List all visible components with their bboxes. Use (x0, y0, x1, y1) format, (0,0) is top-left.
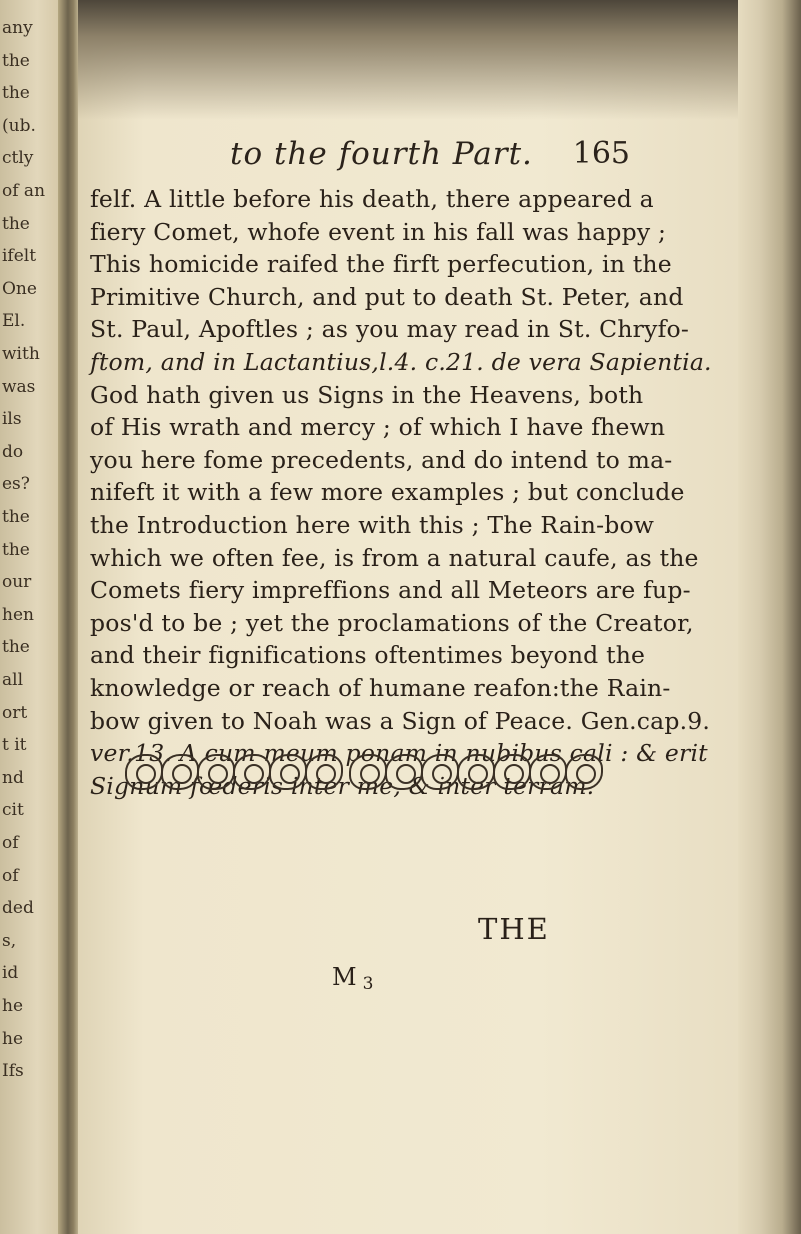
left-page-fragment: was (2, 376, 36, 397)
decorative-ornament-band (125, 754, 625, 792)
text-line: ftom, and in Lactantius,l.4. c.21. de vera Sapientia. (90, 347, 712, 376)
left-page-fragment: he (2, 996, 24, 1016)
text-line: ver.13. A cum meum ponam in nubibus cali : & erit (90, 739, 708, 768)
page-number: 165 (572, 136, 630, 171)
body-text (90, 183, 712, 802)
text-line: fiery Comet, whofe event in his fall was happy ; (90, 217, 667, 246)
text-line: you here fome precedents, and do intend to ma- (90, 445, 673, 474)
left-page-fragment: our (2, 572, 32, 593)
left-page-fragment: do (2, 441, 24, 462)
left-page-fragment: ded (2, 898, 34, 919)
left-page-fragment: the (2, 507, 30, 527)
catchword: THE (478, 912, 550, 946)
ornament-knot-icon (269, 754, 307, 790)
signature-letter: M (332, 963, 357, 991)
text-line: which we often fee, is from a natural caufe, as the (90, 543, 699, 572)
left-page-fragment: of an (2, 181, 46, 201)
signature-number: 3 (362, 974, 374, 994)
text-line: Primitive Church, and put to death St. Peter, and (90, 282, 684, 311)
text-line: knowledge or reach of humane reafon:the Rain- (90, 673, 671, 702)
left-page-fragment: he (2, 1028, 24, 1049)
ornament-knot-icon (349, 754, 387, 790)
left-page-fragment: ctly (2, 148, 34, 169)
left-page-fragment: nd (2, 767, 24, 788)
left-page-edge (0, 0, 62, 1234)
ornament-knot-icon (565, 754, 603, 790)
left-page-fragment: all (2, 670, 24, 690)
text-line: felf. A little before his death, there appeared a (90, 185, 654, 213)
running-head: to the fourth Part. (230, 136, 533, 172)
left-page-fragment: hen (2, 604, 34, 625)
ornament-knot-icon (197, 754, 235, 790)
left-page-fragment: id (2, 963, 19, 984)
left-page-fragment: the (2, 213, 30, 234)
text-line: This homicide raifed the firft perfecution, in the (90, 250, 672, 279)
signature-mark (332, 963, 373, 994)
left-page-fragment: cit (2, 800, 24, 821)
ornament-knot-icon (421, 754, 459, 790)
text-line: Comets fiery impreffions and all Meteors are fup- (90, 576, 691, 605)
ornament-knot-icon (233, 754, 271, 790)
left-page-fragment: ifelt (2, 246, 37, 267)
left-page-fragment: t it (2, 735, 27, 756)
ornament-knot-icon (161, 754, 199, 790)
text-line: the Introduction here with this ; The Rain-bow (90, 510, 655, 539)
left-page-fragment: El. (2, 311, 26, 332)
ornament-knot-icon (457, 754, 495, 790)
left-page-fragment: (ub. (2, 115, 36, 136)
left-page-fragment: the (2, 50, 30, 71)
text-line: of His wrath and mercy ; of which I have fhewn (90, 413, 666, 442)
left-page-fragment: s, (2, 930, 17, 951)
ornament-knot-icon (385, 754, 423, 790)
left-page-fragment: Ifs (2, 1061, 24, 1082)
book-gutter (58, 0, 80, 1234)
ornament-knot-icon (493, 754, 531, 790)
text-line: Signum fœderis inter me, & inter terram. (90, 771, 595, 800)
left-page-fragment: ils (2, 409, 22, 430)
page-header (120, 136, 630, 180)
left-page-fragment: ort (2, 702, 28, 723)
text-line: God hath given us Signs in the Heavens, both (90, 380, 644, 409)
text-line: nifeft it with a few more examples ; but conclude (90, 478, 685, 507)
left-page-fragment: any (2, 18, 33, 38)
left-page-fragment: the (2, 539, 30, 560)
ornament-knot-icon (305, 754, 343, 790)
left-page-fragment: of (2, 865, 19, 886)
left-page-fragment: of (2, 833, 19, 853)
ornament-knot-icon (529, 754, 567, 790)
left-page-fragment: es? (2, 474, 30, 495)
text-line: pos'd to be ; yet the proclamations of the Creator, (90, 608, 694, 637)
ornament-knot-icon (125, 754, 163, 790)
text-line: and their fignifications oftentimes beyond the (90, 641, 646, 670)
page-edge-shadow (738, 0, 801, 1234)
page-shadow (78, 0, 801, 120)
left-page-fragment: the (2, 83, 30, 104)
left-page-fragment: with (2, 344, 40, 364)
left-page-fragment: the (2, 637, 30, 658)
text-line: St. Paul, Apoftles ; as you may read in St. Chryfo- (90, 315, 689, 344)
text-line: bow given to Noah was a Sign of Peace. Gen.cap.9. (90, 706, 711, 735)
left-page-fragment: One (2, 278, 37, 299)
